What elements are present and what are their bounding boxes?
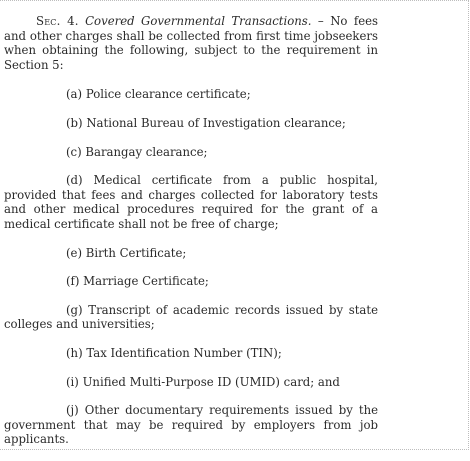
item-text: Medical certificate from a public hospital, provided that fees and charges collected for laboratory tests and other medical procedures required for the grant of a medical certificate shall not be free of charge; [4, 173, 379, 231]
item-letter: (d) [66, 173, 83, 188]
item-text: Tax Identification Number (TIN); [86, 345, 282, 360]
item-text: Birth Certificate; [85, 245, 187, 260]
item-text: Transcript of academic records issued by state colleges and universities; [4, 302, 378, 332]
list-item [4, 87, 378, 102]
item-letter: (b) [66, 115, 83, 130]
list-item [4, 274, 378, 289]
section-paragraph [4, 14, 378, 72]
item-letter: (g) [66, 302, 83, 317]
item-letter: (j) [66, 403, 79, 418]
list-item [4, 403, 378, 447]
list-item [4, 303, 378, 332]
list-item [4, 375, 378, 390]
list-item [4, 246, 378, 261]
document-body [4, 14, 378, 461]
item-text: National Bureau of Investigation clearance; [86, 115, 346, 130]
list-item [4, 173, 378, 231]
item-text: Barangay clearance; [85, 144, 208, 159]
item-letter: (h) [66, 345, 83, 360]
item-text: Unified Multi-Purpose ID (UMID) card; and [82, 374, 340, 389]
item-text: Other documentary requirements issued by the government that may be required by employers from job applicants. [4, 403, 379, 447]
section-title: Covered Governmental Transactions. [85, 14, 312, 28]
item-letter: (i) [66, 374, 79, 389]
list-item [4, 116, 378, 131]
section-number: Sec. 4. [36, 14, 79, 28]
list-item [4, 145, 378, 160]
item-letter: (e) [66, 245, 83, 260]
item-text: Marriage Certificate; [83, 274, 209, 289]
item-letter: (a) [66, 87, 83, 102]
item-text: Police clearance certificate; [85, 87, 251, 102]
list-item [4, 346, 378, 361]
item-letter: (c) [66, 144, 82, 159]
item-letter: (f) [66, 274, 80, 289]
section-intro: – No fees and other charges shall be collected from first time jobseekers when obtaining the following, subject to the requirement in Section 5: [4, 14, 379, 72]
